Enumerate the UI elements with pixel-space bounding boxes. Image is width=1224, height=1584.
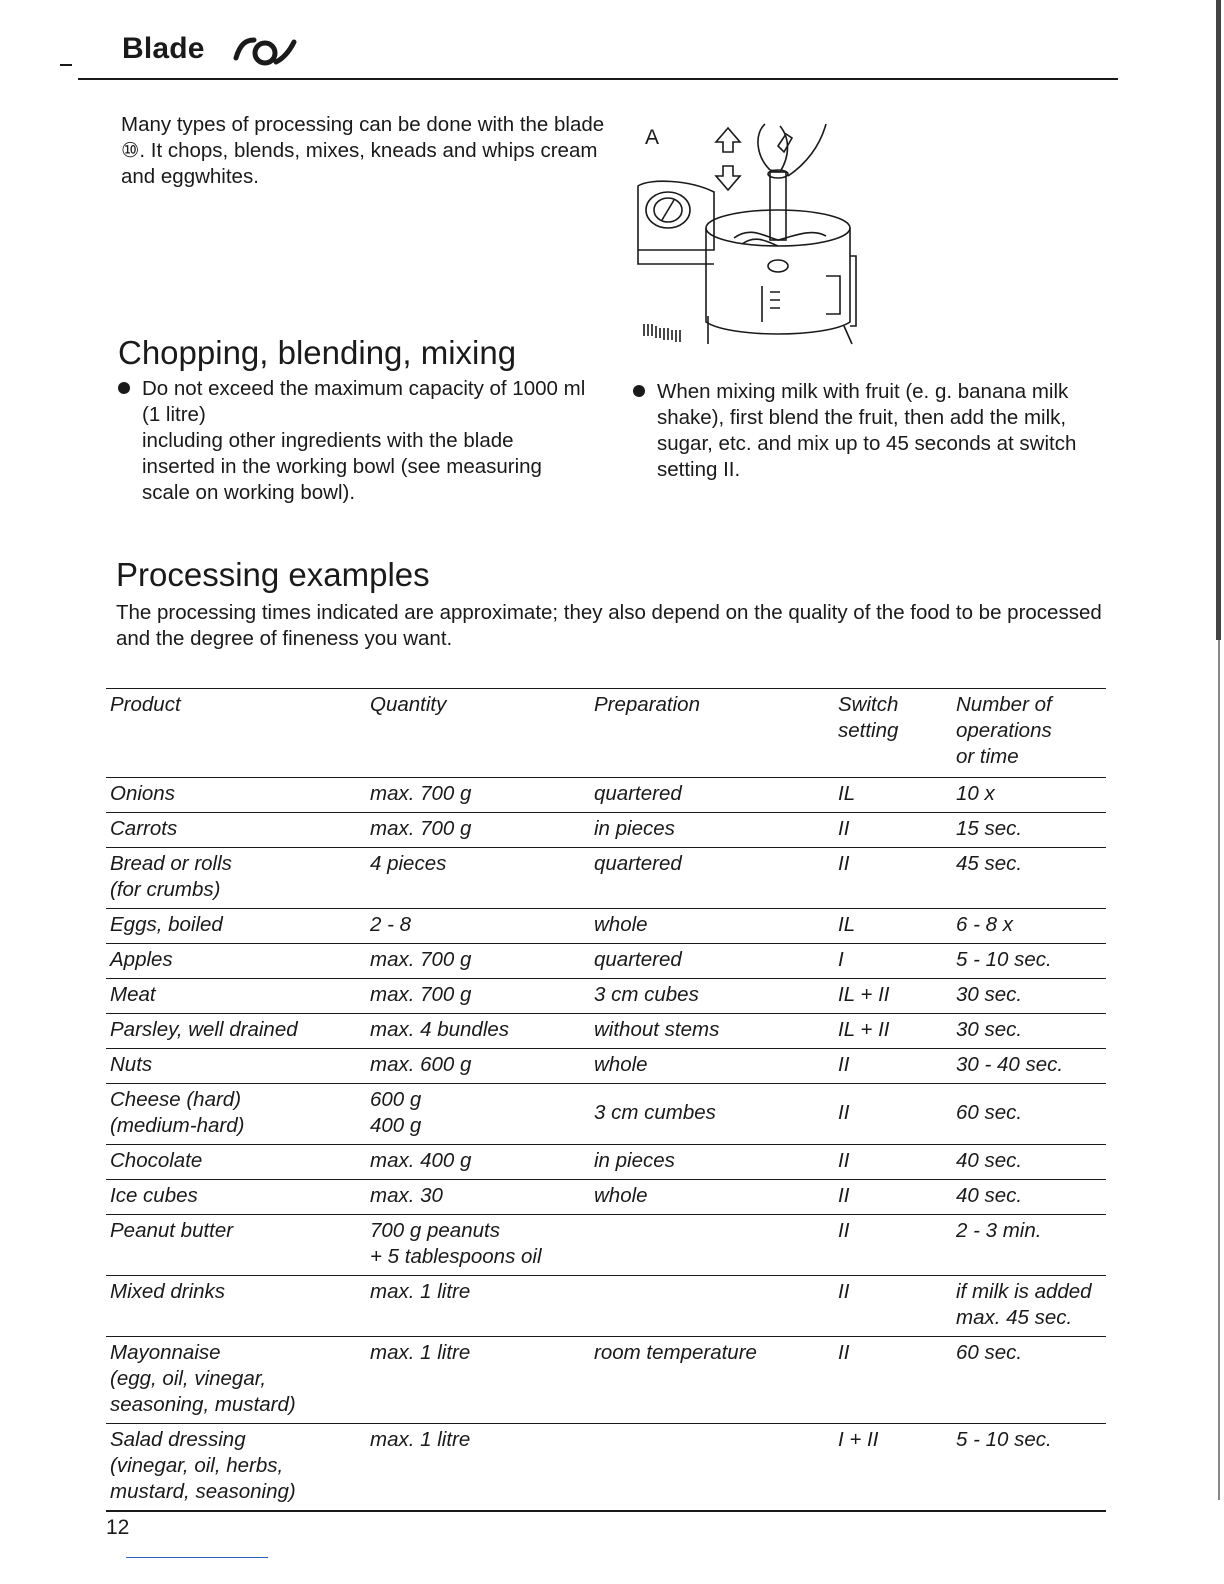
cell-product: Nuts (110, 1053, 153, 1076)
cell-preparation: room temperature (594, 1341, 757, 1364)
margin-mark (60, 64, 72, 66)
cell-operations: 6 - 8 x (956, 913, 1013, 936)
cell-quantity: max. 1 litre (370, 1280, 471, 1303)
cell-switch-setting: I (838, 948, 844, 971)
bullet-left-text: Do not exceed the maximum capacity of 1000 ml (1 litre) including other ingredients with the blade inserted in the working bowl (see measuring scale on working bowl). (142, 377, 586, 504)
cell-preparation: whole (594, 913, 648, 936)
cell-preparation: in pieces (594, 817, 675, 840)
table-row (106, 1083, 1106, 1144)
cell-switch-setting: II (838, 852, 850, 875)
table-row (106, 1275, 1106, 1336)
table-row (106, 943, 1106, 978)
cell-operations: 40 sec. (956, 1149, 1023, 1172)
table-row (106, 978, 1106, 1013)
cell-quantity: max. 30 (370, 1184, 443, 1207)
table-row (106, 1336, 1106, 1423)
scan-edge-artifact (1210, 0, 1224, 1500)
figure-label: A (645, 126, 660, 149)
cell-quantity: max. 700 g (370, 983, 472, 1006)
cell-switch-setting: IL (838, 913, 856, 936)
cell-operations: 10 x (956, 782, 995, 805)
section-title-examples: Processing examples (116, 556, 430, 593)
cell-operations: 45 sec. (956, 852, 1023, 875)
cell-switch-setting: II (838, 1053, 850, 1076)
table-row (106, 777, 1106, 812)
table-row (106, 847, 1106, 908)
cell-quantity: max. 600 g (370, 1053, 472, 1076)
cell-preparation: without stems (594, 1018, 720, 1041)
cell-switch-setting: IL + II (838, 983, 890, 1006)
bullet-left (118, 376, 588, 506)
cell-product: Parsley, well drained (110, 1018, 298, 1041)
processing-table (106, 688, 1106, 1512)
cell-operations: 30 - 40 sec. (956, 1053, 1064, 1076)
table-row (106, 812, 1106, 847)
cell-switch-setting: II (838, 817, 850, 840)
header-operations: Number of operations or time (956, 693, 1052, 768)
cell-switch-setting: IL (838, 782, 856, 805)
cell-product: Meat (110, 983, 156, 1006)
cell-switch-setting: IL + II (838, 1018, 890, 1041)
cell-preparation: 3 cm cubes (594, 983, 699, 1006)
cell-product: Ice cubes (110, 1184, 198, 1207)
cell-product: Cheese (hard) (medium-hard) (110, 1088, 245, 1137)
cell-operations: if milk is added max. 45 sec. (956, 1280, 1092, 1329)
cell-switch-setting: II (838, 1280, 850, 1303)
cell-preparation: quartered (594, 948, 682, 971)
cell-preparation: in pieces (594, 1149, 675, 1172)
cell-quantity: 600 g 400 g (370, 1088, 422, 1137)
cell-switch-setting: II (838, 1101, 850, 1124)
cell-switch-setting: II (838, 1219, 850, 1242)
cell-quantity: max. 1 litre (370, 1428, 471, 1451)
cell-quantity: max. 700 g (370, 782, 472, 805)
bullet-right-text: When mixing milk with fruit (e. g. banana milk shake), first blend the fruit, then add the milk, sugar, etc. and mix up to 45 seconds at switch setting II. (657, 380, 1077, 481)
cell-product: Mayonnaise (egg, oil, vinegar, seasoning, mustard) (110, 1341, 296, 1416)
blade-symbol-icon (232, 34, 298, 70)
link-underline-fragment (126, 1557, 268, 1558)
cell-preparation: quartered (594, 782, 682, 805)
cell-product: Apples (110, 948, 173, 971)
table-row (106, 908, 1106, 943)
cell-operations: 5 - 10 sec. (956, 1428, 1052, 1451)
cell-preparation: whole (594, 1184, 648, 1207)
table-row (106, 1423, 1106, 1512)
header-product: Product (110, 693, 181, 716)
page-number: 12 (106, 1516, 130, 1539)
cell-operations: 15 sec. (956, 817, 1023, 840)
cell-quantity: max. 4 bundles (370, 1018, 510, 1041)
cell-product: Bread or rolls (for crumbs) (110, 852, 232, 901)
cell-operations: 60 sec. (956, 1101, 1023, 1124)
cell-operations: 40 sec. (956, 1184, 1023, 1207)
cell-quantity: 2 - 8 (370, 913, 412, 936)
header-switch-setting: Switch setting (838, 693, 899, 742)
cell-quantity: max. 700 g (370, 817, 472, 840)
section-title-chopping: Chopping, blending, mixing (118, 334, 517, 371)
cell-product: Chocolate (110, 1149, 203, 1172)
table-header-row (106, 688, 1106, 777)
bullet-dot (118, 382, 130, 394)
page-title: Blade (122, 32, 205, 65)
header-rule (78, 78, 1118, 80)
bullet-right (633, 379, 1111, 483)
bullet-dot (633, 385, 645, 397)
header-quantity: Quantity (370, 693, 447, 716)
cell-preparation: quartered (594, 852, 682, 875)
cell-operations: 2 - 3 min. (956, 1219, 1042, 1242)
intro-paragraph: Many types of processing can be done with the blade ⑩. It chops, blends, mixes, kneads and whips cream and eggwhites. (121, 113, 605, 188)
cell-operations: 30 sec. (956, 1018, 1023, 1041)
cell-quantity: max. 1 litre (370, 1341, 471, 1364)
table-row (106, 1048, 1106, 1083)
cell-quantity: 4 pieces (370, 852, 447, 875)
food-processor-illustration (630, 116, 860, 346)
cell-product: Carrots (110, 817, 178, 840)
table-row (106, 1013, 1106, 1048)
cell-quantity: max. 700 g (370, 948, 472, 971)
cell-product: Peanut butter (110, 1219, 234, 1242)
cell-switch-setting: II (838, 1341, 850, 1364)
cell-switch-setting: I + II (838, 1428, 879, 1451)
cell-preparation: 3 cm cumbes (594, 1101, 716, 1124)
cell-operations: 30 sec. (956, 983, 1023, 1006)
cell-product: Salad dressing (vinegar, oil, herbs, mustard, seasoning) (110, 1428, 296, 1503)
cell-operations: 5 - 10 sec. (956, 948, 1052, 971)
cell-product: Onions (110, 782, 175, 805)
table-row (106, 1179, 1106, 1214)
cell-switch-setting: II (838, 1184, 850, 1207)
examples-note: The processing times indicated are approximate; they also depend on the quality of the food to be processed and the degree of fineness you want. (116, 601, 1102, 650)
cell-quantity: 700 g peanuts + 5 tablespoons oil (370, 1219, 542, 1268)
cell-product: Mixed drinks (110, 1280, 226, 1303)
table-row (106, 1144, 1106, 1179)
table-row (106, 1214, 1106, 1275)
cell-preparation: whole (594, 1053, 648, 1076)
cell-operations: 60 sec. (956, 1341, 1023, 1364)
cell-quantity: max. 400 g (370, 1149, 472, 1172)
cell-switch-setting: II (838, 1149, 850, 1172)
cell-product: Eggs, boiled (110, 913, 223, 936)
header-preparation: Preparation (594, 693, 700, 716)
